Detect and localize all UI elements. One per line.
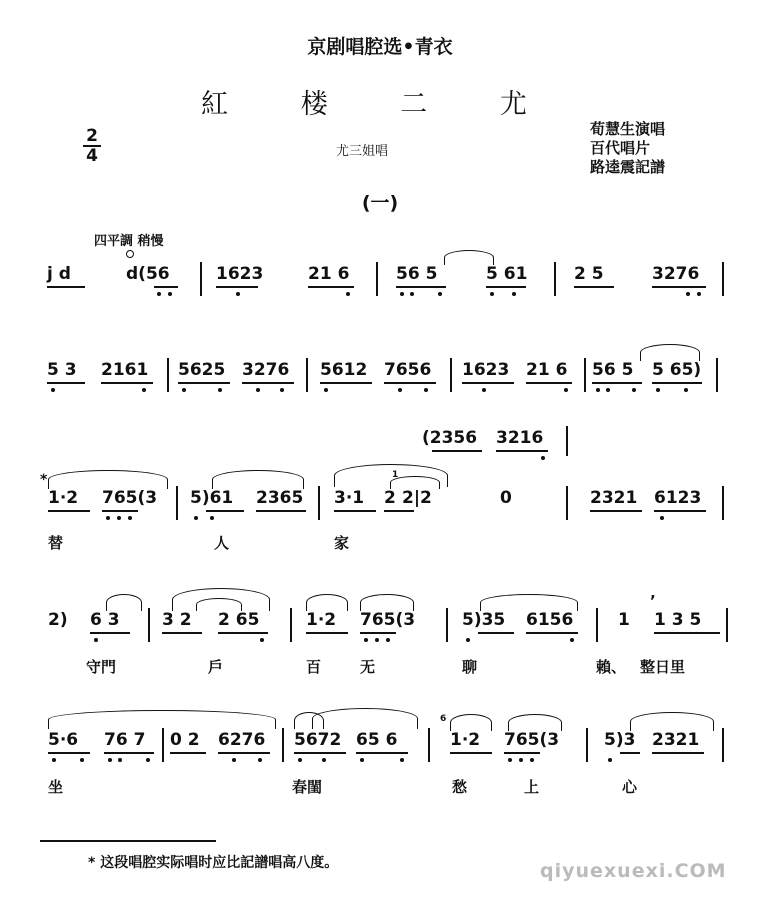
barline xyxy=(290,608,292,642)
underline xyxy=(90,632,130,634)
note-group: 5672 xyxy=(294,730,342,750)
note-group: 2 5 xyxy=(574,264,604,284)
low-dot xyxy=(52,758,56,762)
low-dot xyxy=(106,516,110,520)
note-group: 5612 xyxy=(320,360,368,380)
note-group: 5625 xyxy=(178,360,226,380)
barline xyxy=(446,608,448,642)
barline xyxy=(282,728,284,762)
note-group: 3·1 xyxy=(334,488,365,508)
note-group: 6123 xyxy=(654,488,702,508)
low-dot xyxy=(168,292,172,296)
underline xyxy=(654,632,720,634)
low-dot xyxy=(660,516,664,520)
note-group: 0 2 xyxy=(170,730,200,750)
underline xyxy=(384,510,414,512)
low-dot xyxy=(596,388,600,392)
lyric: 守門 xyxy=(86,658,117,676)
low-dot xyxy=(346,292,350,296)
note-group: 2321 xyxy=(590,488,638,508)
low-dot xyxy=(298,758,302,762)
note-group: 6 3 xyxy=(90,610,120,630)
note-group: 2365 xyxy=(256,488,304,508)
low-dot xyxy=(400,292,404,296)
low-dot xyxy=(564,388,568,392)
low-dot xyxy=(236,292,240,296)
series-title: 京剧唱腔选•青衣 xyxy=(307,36,453,58)
lyric: 心 xyxy=(622,778,638,796)
slur xyxy=(306,594,348,611)
underline xyxy=(47,382,85,384)
low-dot xyxy=(194,516,198,520)
underline xyxy=(308,286,354,288)
note-group: 76 7 xyxy=(104,730,146,750)
underline xyxy=(592,382,642,384)
lyric: 愁 xyxy=(452,778,468,796)
slur xyxy=(480,594,578,611)
note-group: 1·2 xyxy=(48,488,79,508)
low-dot xyxy=(375,638,379,642)
low-dot xyxy=(360,758,364,762)
underline xyxy=(178,382,230,384)
note-group: 65 6 xyxy=(356,730,398,750)
staff-5 xyxy=(0,714,760,798)
note-group: 3276 xyxy=(242,360,290,380)
note-group: 5)3 xyxy=(604,730,636,750)
note-group: 765(3 xyxy=(504,730,560,750)
time-sig-top: 2 xyxy=(86,126,98,146)
underline xyxy=(496,450,548,452)
piece-title: 紅 楼 二 尤 xyxy=(201,89,559,120)
barline xyxy=(376,262,378,296)
low-dot xyxy=(656,388,660,392)
underline xyxy=(356,752,408,754)
underline xyxy=(47,286,85,288)
underline xyxy=(478,632,514,634)
low-dot xyxy=(280,388,284,392)
underline xyxy=(48,752,90,754)
low-dot xyxy=(324,388,328,392)
barline xyxy=(586,728,588,762)
underline xyxy=(242,382,294,384)
note-group: 3216 xyxy=(496,428,544,448)
low-dot xyxy=(182,388,186,392)
note-group: 6276 xyxy=(218,730,266,750)
singer-label: 尤三姐唱 xyxy=(336,144,389,159)
barline xyxy=(428,728,430,762)
note-group: 2) xyxy=(48,610,68,630)
underline xyxy=(104,752,154,754)
lyric: 人 xyxy=(214,534,230,552)
barline xyxy=(200,262,202,296)
low-dot xyxy=(438,292,442,296)
low-dot xyxy=(128,516,132,520)
low-dot xyxy=(398,388,402,392)
low-dot xyxy=(117,516,121,520)
credits xyxy=(590,120,665,177)
low-dot xyxy=(684,388,688,392)
slur xyxy=(312,708,418,729)
low-dot xyxy=(108,758,112,762)
note-group: 2321 xyxy=(652,730,700,750)
slur xyxy=(106,594,142,611)
underline xyxy=(652,382,702,384)
credit-notation: 路逵震記譜 xyxy=(590,158,666,176)
lyric: 替 xyxy=(48,534,64,552)
footnote-text: * 这段唱腔实际唱时应比記譜唱高八度。 xyxy=(88,855,339,871)
barline xyxy=(566,426,568,456)
low-dot xyxy=(51,388,55,392)
underline xyxy=(396,286,446,288)
low-dot xyxy=(218,388,222,392)
lyric: 聊 xyxy=(462,658,478,676)
footnote-marker: * xyxy=(40,472,48,488)
rest: 0 xyxy=(500,488,512,508)
barline xyxy=(716,358,718,392)
lyric: 上 xyxy=(524,778,540,796)
note-group: j d xyxy=(47,264,71,284)
section-number: (一) xyxy=(361,192,399,214)
low-dot xyxy=(232,758,236,762)
low-dot xyxy=(697,292,701,296)
note-group: 5 65) xyxy=(652,360,702,380)
underline xyxy=(294,752,346,754)
underline xyxy=(620,752,640,754)
lyric: 整日里 xyxy=(640,658,686,676)
staff-2 xyxy=(0,358,760,428)
footnote-rule xyxy=(40,840,216,842)
note-group: 1 3 5 xyxy=(654,610,702,630)
low-dot xyxy=(606,388,610,392)
barline xyxy=(726,608,728,642)
low-dot xyxy=(210,516,214,520)
lyric: 春閨 xyxy=(292,778,323,796)
note-group: 7656 xyxy=(384,360,432,380)
underline xyxy=(256,510,306,512)
barline xyxy=(167,358,169,392)
underline xyxy=(334,510,376,512)
underline xyxy=(206,510,244,512)
underline xyxy=(526,382,572,384)
grace-note: 6 xyxy=(440,714,447,724)
note-group: 5 61 xyxy=(486,264,528,284)
note-group: 56 5 xyxy=(396,264,438,284)
lyric: 家 xyxy=(334,534,350,552)
underline xyxy=(154,286,178,288)
barline xyxy=(722,262,724,296)
low-dot xyxy=(482,388,486,392)
underline xyxy=(360,632,396,634)
note-group: 1623 xyxy=(462,360,510,380)
slur xyxy=(444,250,494,265)
low-dot xyxy=(142,388,146,392)
staff-3 xyxy=(0,470,760,556)
staff-1 xyxy=(0,262,760,332)
underline xyxy=(48,510,90,512)
barline xyxy=(148,608,150,642)
barline xyxy=(318,486,320,520)
slur xyxy=(640,344,700,361)
note-group: 2 xyxy=(384,488,396,508)
credit-record: 百代唱片 xyxy=(590,139,651,157)
underline xyxy=(504,752,540,754)
barline xyxy=(722,486,724,520)
breath-mark: ’ xyxy=(650,592,656,610)
underline xyxy=(652,286,706,288)
slur xyxy=(48,710,276,729)
low-dot xyxy=(118,758,122,762)
low-dot xyxy=(364,638,368,642)
staff-3-upper xyxy=(0,426,760,466)
time-signature xyxy=(83,128,101,164)
lyric: 无 xyxy=(360,658,376,676)
low-dot xyxy=(530,758,534,762)
fermata-ring-icon xyxy=(126,250,134,258)
barline xyxy=(176,486,178,520)
barline xyxy=(722,728,724,762)
slur xyxy=(630,712,714,731)
credit-performer: 荀慧生演唱 xyxy=(590,120,666,138)
note-group: 5·6 xyxy=(48,730,79,750)
note-group: 56 5 xyxy=(592,360,634,380)
barline xyxy=(596,608,598,642)
underline xyxy=(590,510,642,512)
watermark: qiyuexuexi.COM xyxy=(540,860,727,882)
barline xyxy=(162,728,164,762)
tempo-marking: 四平調 稍慢 xyxy=(94,234,164,249)
underline xyxy=(384,382,436,384)
low-dot xyxy=(466,638,470,642)
note-group: 6156 xyxy=(526,610,574,630)
underline xyxy=(170,752,206,754)
note-group: 3 2 xyxy=(162,610,192,630)
note-group: 5)61 xyxy=(190,488,234,508)
note-group: 2161 xyxy=(101,360,149,380)
low-dot xyxy=(258,758,262,762)
lyric: 百 xyxy=(306,658,322,676)
note-group: 1623 xyxy=(216,264,264,284)
low-dot xyxy=(386,638,390,642)
lyric: 坐 xyxy=(48,778,64,796)
low-dot xyxy=(519,758,523,762)
lyric: 戶 xyxy=(208,658,224,676)
slur xyxy=(48,470,168,489)
low-dot xyxy=(256,388,260,392)
underline xyxy=(218,632,268,634)
slur xyxy=(450,714,492,731)
underline xyxy=(320,382,372,384)
underline xyxy=(462,382,514,384)
low-dot xyxy=(424,388,428,392)
lyric: 賴、 xyxy=(596,658,627,676)
note-group: 765(3 xyxy=(102,488,158,508)
underline xyxy=(526,632,578,634)
barline xyxy=(584,358,586,392)
underline xyxy=(216,286,258,288)
note-group: 2 65 xyxy=(218,610,260,630)
underline xyxy=(486,286,526,288)
low-dot xyxy=(410,292,414,296)
low-dot xyxy=(541,456,545,460)
low-dot xyxy=(490,292,494,296)
low-dot xyxy=(508,758,512,762)
underline xyxy=(102,510,138,512)
underline xyxy=(652,752,704,754)
note-group: 1·2 xyxy=(306,610,337,630)
low-dot xyxy=(157,292,161,296)
grace-note: 1 xyxy=(392,470,399,480)
note-group: 21 6 xyxy=(526,360,568,380)
note-group: 3276 xyxy=(652,264,700,284)
underline xyxy=(450,752,492,754)
underline xyxy=(218,752,270,754)
note-group: 2|2 xyxy=(402,488,432,508)
note-group: 5)35 xyxy=(462,610,506,630)
slur xyxy=(508,714,562,731)
low-dot xyxy=(400,758,404,762)
barline xyxy=(566,486,568,520)
low-dot xyxy=(686,292,690,296)
underline xyxy=(654,510,706,512)
barline xyxy=(450,358,452,392)
underline xyxy=(306,632,348,634)
low-dot xyxy=(80,758,84,762)
slur xyxy=(360,594,414,611)
slur xyxy=(212,470,304,489)
note-group: 1·2 xyxy=(450,730,481,750)
note-group: 21 6 xyxy=(308,264,350,284)
low-dot xyxy=(632,388,636,392)
time-sig-bottom: 4 xyxy=(86,146,98,166)
low-dot xyxy=(94,638,98,642)
underline xyxy=(432,450,482,452)
low-dot xyxy=(608,758,612,762)
barline xyxy=(306,358,308,392)
barline xyxy=(554,262,556,296)
low-dot xyxy=(260,638,264,642)
underline xyxy=(101,382,153,384)
low-dot xyxy=(570,638,574,642)
low-dot xyxy=(322,758,326,762)
low-dot xyxy=(512,292,516,296)
note-group: 1 xyxy=(618,610,630,630)
underline xyxy=(162,632,202,634)
note-group: 5 3 xyxy=(47,360,77,380)
note-group: 765(3 xyxy=(360,610,416,630)
note-group: d(56 xyxy=(126,264,170,284)
low-dot xyxy=(146,758,150,762)
underline xyxy=(574,286,614,288)
note-group: (2356 xyxy=(422,428,478,448)
